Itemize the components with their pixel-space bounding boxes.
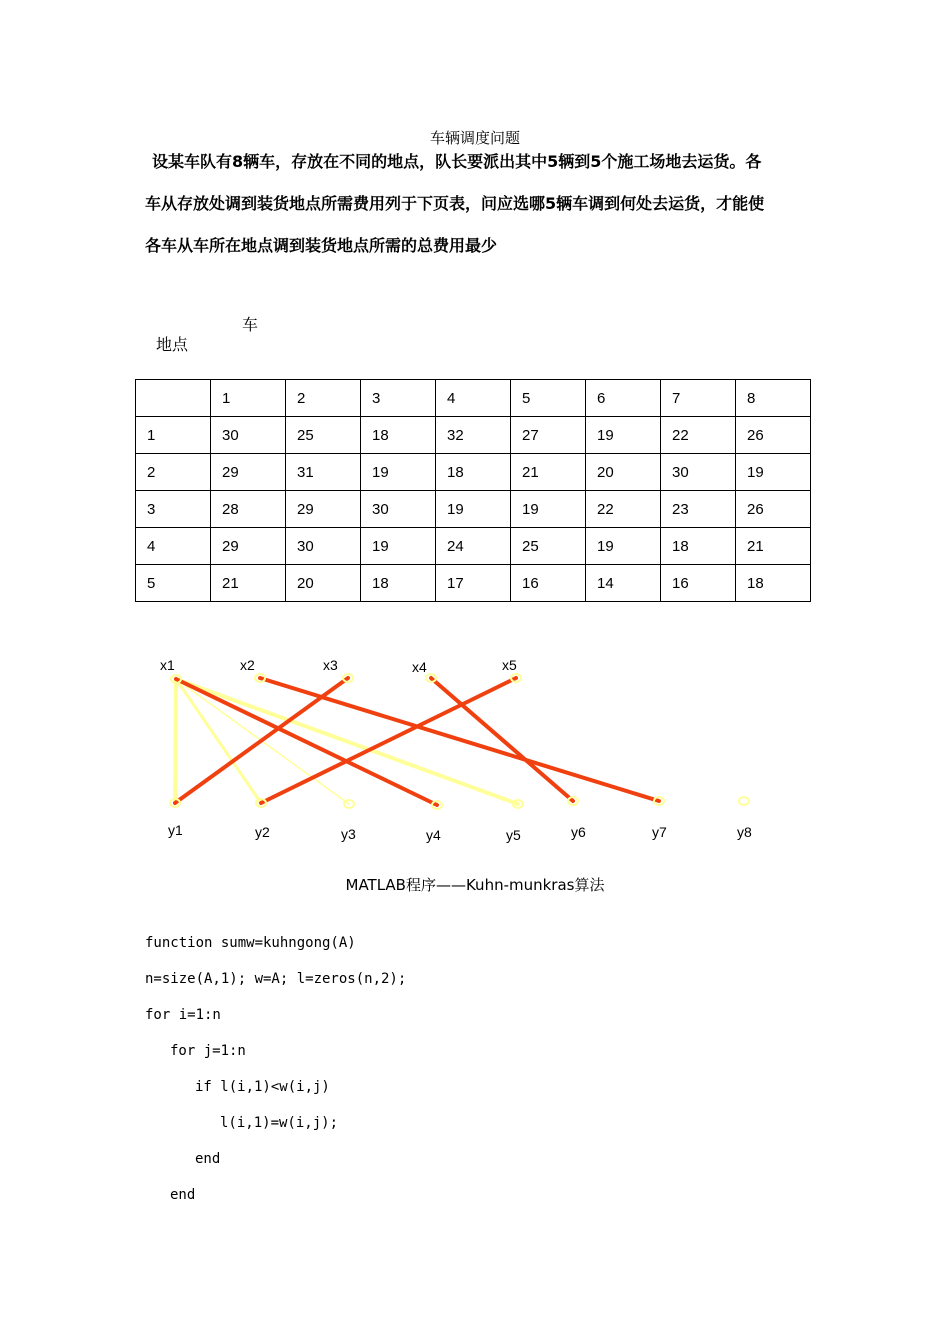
table-cell bbox=[136, 380, 211, 417]
table-row bbox=[136, 565, 811, 602]
table-cell: 26 bbox=[736, 491, 811, 528]
table-cell: 3 bbox=[361, 380, 436, 417]
code-line: function sumw=kuhngong(A) bbox=[145, 935, 356, 951]
table-cell: 30 bbox=[211, 417, 286, 454]
table-cell: 24 bbox=[436, 528, 511, 565]
table-cell: 28 bbox=[211, 491, 286, 528]
table-cell: 20 bbox=[286, 565, 361, 602]
table-header-car: 车 bbox=[242, 315, 259, 334]
node-label-y4: y4 bbox=[426, 827, 441, 843]
node-label-y1: y1 bbox=[168, 822, 183, 838]
table-row bbox=[136, 454, 811, 491]
node-y8 bbox=[739, 797, 749, 805]
node-label-x3: x3 bbox=[323, 657, 338, 673]
table-cell: 25 bbox=[286, 417, 361, 454]
table-cell: 7 bbox=[661, 380, 736, 417]
table-row bbox=[136, 417, 811, 454]
table-cell: 21 bbox=[511, 454, 586, 491]
table-cell: 22 bbox=[586, 491, 661, 528]
table-cell: 23 bbox=[661, 491, 736, 528]
table-cell: 19 bbox=[586, 528, 661, 565]
node-label-x1: x1 bbox=[160, 657, 175, 673]
node-label-y2: y2 bbox=[255, 824, 270, 840]
table-row bbox=[136, 528, 811, 565]
table-cell: 5 bbox=[511, 380, 586, 417]
code-line: for j=1:n bbox=[170, 1043, 246, 1059]
node-label-x4: x4 bbox=[412, 659, 427, 675]
table-cell: 27 bbox=[511, 417, 586, 454]
table-cell: 8 bbox=[736, 380, 811, 417]
table-cell: 29 bbox=[286, 491, 361, 528]
table-cell: 29 bbox=[211, 454, 286, 491]
table-cell: 18 bbox=[661, 528, 736, 565]
matching-edge-x1-y4 bbox=[176, 679, 437, 805]
code-line: end bbox=[195, 1151, 221, 1167]
table-cell: 20 bbox=[586, 454, 661, 491]
table-cell: 30 bbox=[661, 454, 736, 491]
cost-table bbox=[135, 379, 811, 602]
table-cell: 21 bbox=[211, 565, 286, 602]
matching-edge-x4-y6 bbox=[431, 678, 573, 801]
table-cell: 5 bbox=[136, 565, 211, 602]
code-line: for i=1:n bbox=[145, 1007, 221, 1023]
table-cell: 30 bbox=[361, 491, 436, 528]
table-cell: 6 bbox=[586, 380, 661, 417]
table-cell: 18 bbox=[436, 454, 511, 491]
table-cell: 18 bbox=[361, 417, 436, 454]
table-cell: 16 bbox=[511, 565, 586, 602]
table-cell: 19 bbox=[361, 528, 436, 565]
node-label-y3: y3 bbox=[341, 826, 356, 842]
node-label-y5: y5 bbox=[506, 827, 521, 843]
document-title: 车辆调度问题 bbox=[429, 129, 520, 147]
table-cell: 26 bbox=[736, 417, 811, 454]
table-cell: 19 bbox=[361, 454, 436, 491]
table-cell: 4 bbox=[136, 528, 211, 565]
edge-x1-y1 bbox=[175, 679, 176, 803]
table-cell: 1 bbox=[136, 417, 211, 454]
code-line: l(i,1)=w(i,j); bbox=[220, 1115, 339, 1131]
problem-line-3: 各车从车所在地点调到装货地点所需的总费用最少 bbox=[145, 236, 498, 255]
table-cell: 22 bbox=[661, 417, 736, 454]
node-label-x5: x5 bbox=[502, 657, 517, 673]
table-cell: 18 bbox=[736, 565, 811, 602]
code-line: if l(i,1)<w(i,j) bbox=[195, 1079, 330, 1095]
table-cell: 2 bbox=[286, 380, 361, 417]
node-label-y8: y8 bbox=[737, 824, 752, 840]
table-cell: 32 bbox=[436, 417, 511, 454]
table-cell: 18 bbox=[361, 565, 436, 602]
table-cell: 17 bbox=[436, 565, 511, 602]
table-cell: 19 bbox=[736, 454, 811, 491]
table-cell: 1 bbox=[211, 380, 286, 417]
table-cell: 3 bbox=[136, 491, 211, 528]
matlab-caption: MATLAB程序——Kuhn-munkras算法 bbox=[345, 876, 605, 894]
table-cell: 19 bbox=[586, 417, 661, 454]
table-cell: 31 bbox=[286, 454, 361, 491]
node-label-y6: y6 bbox=[571, 824, 586, 840]
table-cell: 2 bbox=[136, 454, 211, 491]
table-cell: 29 bbox=[211, 528, 286, 565]
table-header-location: 地点 bbox=[156, 335, 189, 354]
table-cell: 25 bbox=[511, 528, 586, 565]
node-label-y7: y7 bbox=[652, 824, 667, 840]
bipartite-graph bbox=[0, 640, 950, 850]
table-cell: 14 bbox=[586, 565, 661, 602]
table-header-row bbox=[136, 380, 811, 417]
table-row bbox=[136, 491, 811, 528]
table-cell: 19 bbox=[511, 491, 586, 528]
problem-line-2: 车从存放处调到装货地点所需费用列于下页表，问应选哪5辆车调到何处去运货，才能使 bbox=[145, 194, 765, 213]
table-cell: 16 bbox=[661, 565, 736, 602]
code-line: end bbox=[170, 1187, 196, 1203]
table-cell: 19 bbox=[436, 491, 511, 528]
problem-line-1: 设某车队有8辆车，存放在不同的地点，队长要派出其中5辆到5个施工场地去运货。各 bbox=[152, 152, 762, 171]
table-cell: 21 bbox=[736, 528, 811, 565]
node-label-x2: x2 bbox=[240, 657, 255, 673]
table-cell: 30 bbox=[286, 528, 361, 565]
code-line: n=size(A,1); w=A; l=zeros(n,2); bbox=[145, 971, 407, 987]
table-cell: 4 bbox=[436, 380, 511, 417]
